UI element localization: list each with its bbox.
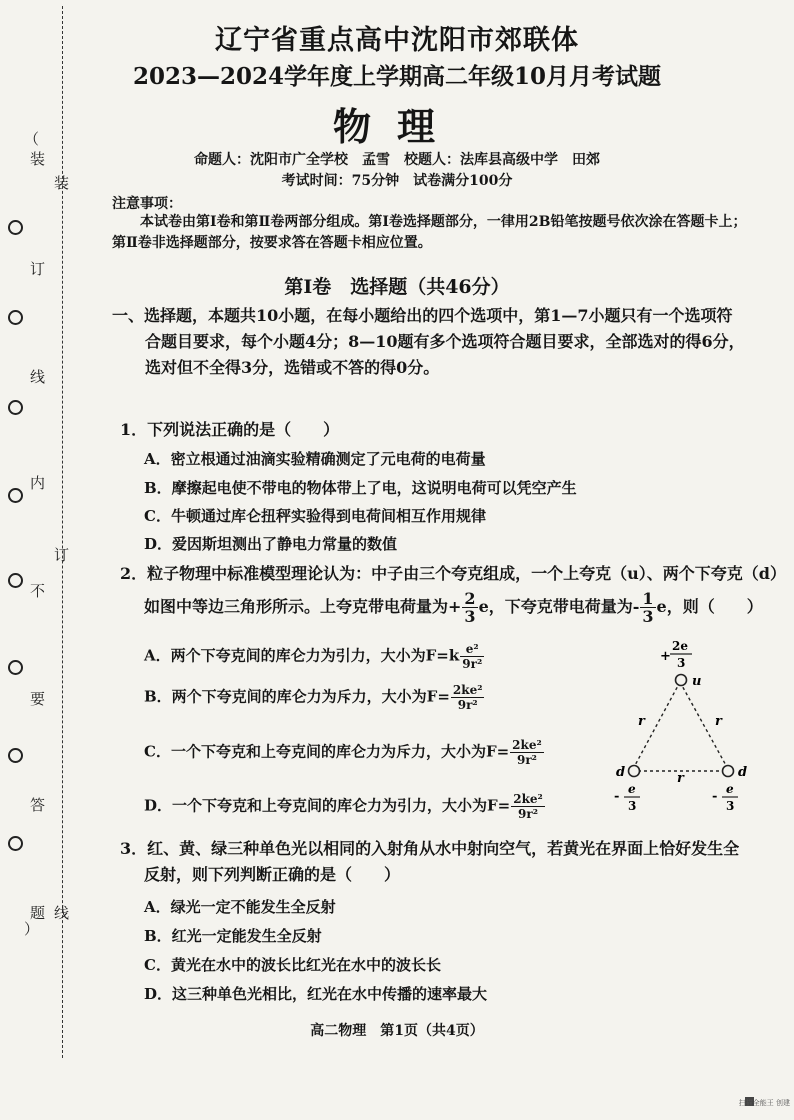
instructions	[112, 303, 760, 381]
q2-stem-line1: 2．粒子物理中标准模型理论认为：中子由三个夸克组成，一个上夸克（u）、两个下夸克（d）	[120, 564, 786, 583]
exam-title-line1: 辽宁省重点高中沈阳市郊联体	[215, 25, 579, 56]
binding-char: 订	[54, 546, 70, 564]
q2-stem-line2	[144, 590, 784, 625]
up-quark-node-icon	[676, 675, 687, 686]
binding-hole-icon	[8, 836, 23, 851]
quark-triangle-diagram	[600, 630, 760, 820]
down-quark-left-node-icon	[629, 766, 640, 777]
q1-stem: 1．下列说法正确的是（ ）	[120, 420, 340, 439]
top-charge-plus: +	[660, 649, 671, 664]
left-charge-den: 3	[628, 799, 637, 813]
notes-body: 本试卷由第Ⅰ卷和第Ⅱ卷两部分组成。第Ⅰ卷选择题部分，一律用2B铅笔按题号依次涂在答题卡上；第Ⅱ卷非选择题部分，按要求答在答题卡相应位置。	[112, 214, 747, 251]
q3-option-b: B．红光一定能发生全反射	[144, 927, 322, 945]
binding-paren-top: （	[24, 130, 40, 148]
binding-hole-icon	[8, 748, 23, 763]
scanner-watermark: 扫描全能王 创建	[738, 1099, 790, 1107]
triangle-edges	[633, 682, 728, 771]
q2-up-charge-fraction: $\frac{2}{3}$	[464, 589, 476, 626]
binding-hole-icon	[8, 310, 23, 325]
binding-char: 装	[30, 150, 46, 168]
right-charge-num: e	[726, 782, 734, 796]
exam-info-line: 考试时间：75分钟 试卷满分100分	[281, 173, 513, 189]
right-charge-den: 3	[726, 799, 735, 813]
q2-option-a: A．两个下夸克间的库仑力为引力，大小为F=k $\frac{\text{e²}}{\text{9r²}}$	[144, 642, 483, 671]
top-charge-den: 3	[677, 656, 686, 670]
q2-d-formula: $\frac{\text{2ke²}}{\text{9r²}}$	[513, 792, 543, 821]
q3-option-a: A．绿光一定不能发生全反射	[144, 898, 336, 916]
binding-char: 答	[30, 796, 46, 814]
r-right-label: r	[715, 714, 722, 729]
q1-option-d: D．爱因斯坦测出了静电力常量的数值	[144, 535, 398, 553]
d-right-label: d	[738, 765, 748, 780]
instructions-line3: 选对但不全得3分，选错或不答的得0分。	[145, 358, 440, 377]
q3-stem-line1: 3．红、黄、绿三种单色光以相同的入射角从水中射向空气，若黄光在界面上恰好发生全	[120, 839, 740, 858]
q1-option-c: C．牛顿通过库仑扭秤实验得到电荷间相互作用规律	[144, 507, 486, 525]
binding-char: 装	[54, 174, 70, 192]
d-left-label: d	[616, 765, 626, 780]
binding-hole-icon	[8, 488, 23, 503]
q3-option-c: C．黄光在水中的波长比红光在水中的波长长	[144, 956, 441, 974]
binding-paren-bottom: ）	[24, 920, 40, 938]
binding-char: 订	[30, 260, 46, 278]
q1-option-b: B．摩擦起电使不带电的物体带上了电，这说明电荷可以凭空产生	[144, 479, 577, 497]
r-left-label: r	[638, 714, 645, 729]
left-charge-minus: -	[614, 789, 620, 804]
binding-char: 题	[30, 904, 46, 922]
binding-char: 线	[30, 368, 46, 386]
authors-line: 命题人：沈阳市广全学校 孟雪 校题人：法库县高级中学 田郊	[194, 152, 600, 168]
q2-option-c: C．一个下夸克和上夸克间的库仑力为斥力，大小为F= $\frac{\text{2ke²}}{\text{9r²}}$	[144, 738, 542, 767]
instructions-line2: 合题目要求，每个小题4分；8—10题有多个选项符合题目要求，全部选对的得6分，	[145, 332, 745, 351]
binding-hole-icon	[8, 400, 23, 415]
binding-char: 线	[54, 904, 70, 922]
page-footer: 高二物理 第1页（共4页）	[310, 1023, 484, 1039]
notes-heading: 注意事项：	[112, 196, 182, 212]
q2-stem-pre: 如图中等边三角形所示。上夸克带电荷量为+	[144, 597, 462, 616]
q2-down-charge-fraction: $\frac{1}{3}$	[642, 589, 654, 626]
u-label: u	[692, 674, 702, 689]
q2-option-b: B．两个下夸克间的库仑力为斥力，大小为F= $\frac{\text{2ke²}}{\text{9r²}}$	[144, 683, 483, 712]
binding-hole-icon	[8, 573, 23, 588]
section-title: 第Ⅰ卷 选择题（共46分）	[284, 276, 510, 298]
binding-char: 要	[30, 690, 46, 708]
q3-option-d: D．这三种单色光相比，红光在水中传播的速率最大	[144, 985, 488, 1003]
binding-hole-icon	[8, 660, 23, 675]
exam-title-line2: 2023—2024学年度上学期高二年级10月月考试题	[132, 63, 662, 90]
q2-c-formula: $\frac{\text{2ke²}}{\text{9r²}}$	[512, 738, 542, 767]
left-charge-num: e	[628, 782, 636, 796]
binding-hole-icon	[8, 220, 23, 235]
r-bottom-label: r	[677, 771, 684, 786]
q3-stem-line2: 反射，则下列判断正确的是（ ）	[144, 865, 401, 884]
q2-option-d: D．一个下夸克和上夸克间的库仑力为引力，大小为F= $\frac{\text{2ke²}}{\text{9r²}}$	[144, 792, 543, 821]
q1-option-a: A．密立根通过油滴实验精确测定了元电荷的电荷量	[144, 450, 486, 468]
right-charge-minus: -	[712, 789, 718, 804]
q2-b-formula: $\frac{\text{2ke²}}{\text{9r²}}$	[452, 683, 483, 712]
top-charge-num: 2e	[672, 639, 688, 653]
q2-a-formula: $\frac{\text{e²}}{\text{9r²}}$	[462, 642, 483, 671]
instructions-line1: 一、选择题，本题共10小题，在每小题给出的四个选项中，第1—7小题只有一个选项符	[112, 306, 733, 325]
subject-title: 物理	[332, 104, 461, 149]
binding-char: 不	[30, 582, 46, 600]
binding-char: 内	[30, 474, 46, 492]
q2-stem-post: e，则（ ）	[656, 597, 763, 616]
q2-stem-mid: e，下夸克带电荷量为-	[478, 597, 640, 616]
down-quark-right-node-icon	[723, 766, 734, 777]
